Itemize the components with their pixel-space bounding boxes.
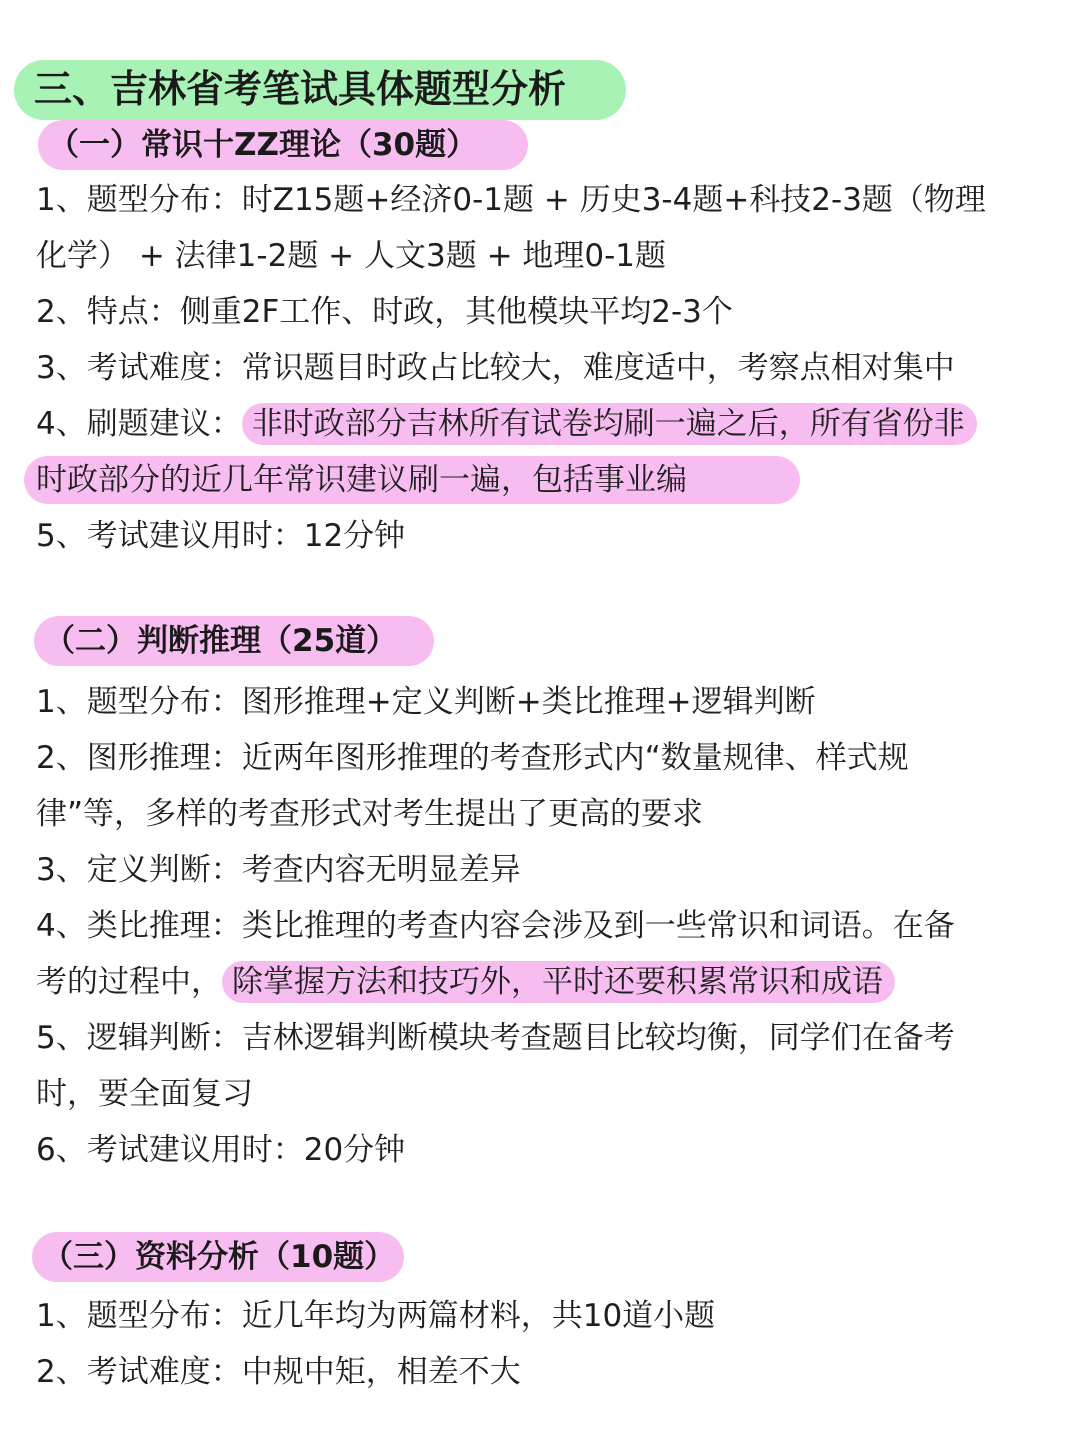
section-2-line-4: 3、定义判断：考查内容无明显差异 [36, 852, 521, 888]
section-1-line-3: 2、特点：侧重2F工作、时政，其他模块平均2-3个 [36, 294, 733, 330]
section-2-line-3: 律”等，多样的考查形式对考生提出了更高的要求 [36, 796, 704, 832]
section-2-line-7: 5、逻辑判断：吉林逻辑判断模块考查题目比较均衡，同学们在备考 [36, 1020, 955, 1056]
section-3-line-2: 2、考试难度：中规中矩，相差不大 [36, 1354, 521, 1390]
section-heading-reasoning: （二）判断推理（25道） [34, 616, 434, 666]
section-1-line-4: 3、考试难度：常识题目时政占比较大，难度适中，考察点相对集中 [36, 350, 955, 386]
section-2-line-1: 1、题型分布：图形推理+定义判断+类比推理+逻辑判断 [36, 684, 816, 720]
section-2-line-5: 4、类比推理：类比推理的考查内容会涉及到一些常识和词语。在备 [36, 908, 955, 944]
highlighted-analogy-tip: 除掌握方法和技巧外，平时还要积累常识和成语 [222, 961, 895, 1003]
page-title: 三、吉林省考笔试具体题型分析 [14, 60, 626, 120]
section-3-line-1: 1、题型分布：近几年均为两篇材料，共10道小题 [36, 1298, 716, 1334]
highlighted-tip-part-2: 时政部分的近几年常识建议刷一遍，包括事业编 [24, 456, 800, 504]
analogy-prefix: 考的过程中， [36, 964, 222, 1000]
section-2-line-2: 2、图形推理：近两年图形推理的考查形式内“数量规律、样式规 [36, 740, 909, 776]
highlighted-tip-part-1: 非时政部分吉林所有试卷均刷一遍之后，所有省份非 [242, 403, 977, 445]
section-2-line-6 [36, 958, 895, 1006]
tip-label: 4、刷题建议： [36, 406, 242, 442]
section-heading-data-analysis: （三）资料分析（10题） [32, 1232, 404, 1282]
section-1-line-6 [24, 456, 800, 504]
section-1-line-5 [36, 400, 977, 448]
section-1-line-1: 1、题型分布：时Z15题+经济0-1题 + 历史3-4题+科技2-3题（物理 [36, 182, 986, 218]
section-1-line-7: 5、考试建议用时：12分钟 [36, 518, 406, 554]
section-heading-common-sense: （一）常识十ZZ理论（30题） [38, 120, 528, 170]
section-1-line-2: 化学） + 法律1-2题 + 人文3题 + 地理0-1题 [36, 238, 667, 274]
section-2-line-9: 6、考试建议用时：20分钟 [36, 1132, 406, 1168]
section-2-line-8: 时，要全面复习 [36, 1076, 253, 1112]
